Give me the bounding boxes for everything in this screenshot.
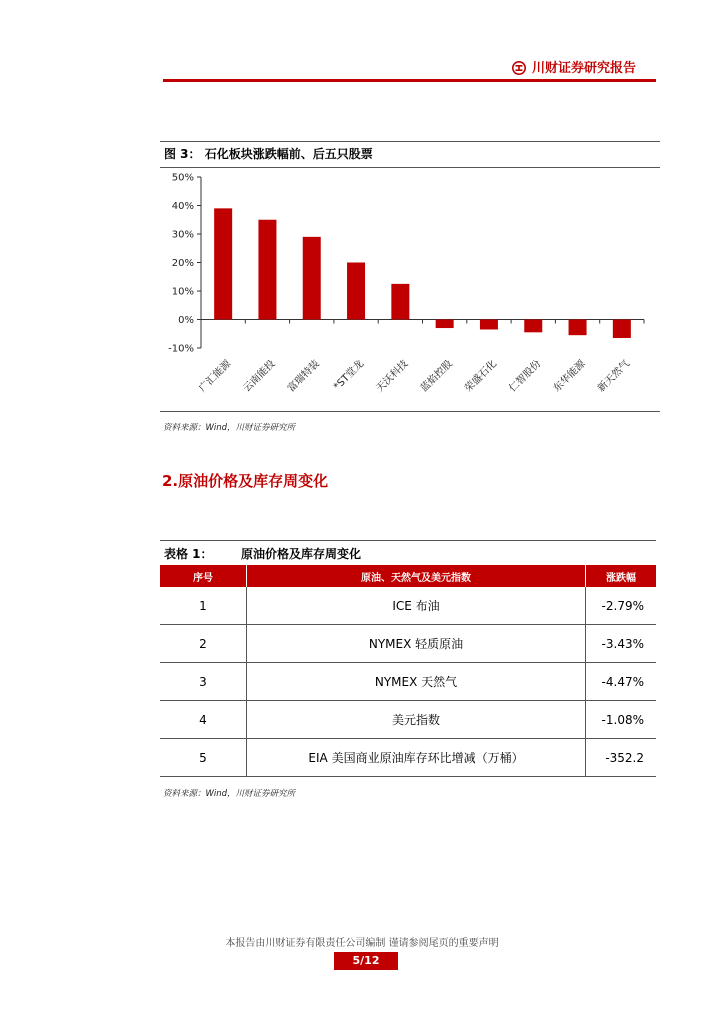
row-index: 5 [160, 739, 247, 777]
table-row [160, 739, 656, 777]
figure-bottom-rule [160, 411, 660, 412]
bar [436, 320, 454, 329]
bar [480, 320, 498, 330]
y-tick-label: -10% [168, 343, 194, 355]
bar [303, 237, 321, 320]
header-rule [163, 79, 656, 82]
row-change: -4.47% [586, 663, 657, 701]
row-change: -1.08% [586, 701, 657, 739]
table-caption-label: 表格 1： [164, 547, 213, 561]
y-tick-label: 40% [171, 201, 194, 212]
x-tick-label: 蓝焰控股 [418, 358, 455, 395]
figure-source: 资料来源：Wind，川财证券研究所 [163, 423, 296, 433]
y-tick-label: 20% [171, 258, 194, 269]
header-item: 原油、天然气及美元指数 [247, 565, 586, 587]
row-change: -2.79% [586, 587, 657, 625]
x-tick-label: 富瑞特装 [285, 358, 322, 395]
table-header-row [160, 565, 656, 587]
row-index: 3 [160, 663, 247, 701]
bar [347, 263, 365, 320]
data-table [160, 565, 656, 777]
x-tick-label: 云南能投 [241, 358, 278, 395]
bar [258, 220, 276, 320]
figure-caption: 图 3： 石化板块涨跌幅前、后五只股票 [164, 147, 373, 161]
table-row [160, 663, 656, 701]
y-tick-label: 10% [171, 286, 194, 298]
x-tick-label: 荣盛石化 [463, 358, 500, 395]
bar [569, 320, 587, 336]
x-tick-label: 天沃科技 [374, 358, 411, 395]
row-item: 美元指数 [247, 701, 586, 739]
footer-disclaimer: 本报告由川财证券有限责任公司编制 谨请参阅尾页的重要声明 [225, 938, 499, 949]
x-tick-label: 东华能源 [551, 358, 588, 395]
row-index: 1 [160, 587, 247, 625]
y-tick-label: 0% [178, 315, 194, 326]
header-brand: 川财证券研究报告 [532, 61, 637, 76]
row-item: NYMEX 轻质原油 [247, 625, 586, 663]
row-index: 4 [160, 701, 247, 739]
table-row [160, 587, 656, 625]
bar [613, 320, 631, 339]
table-row [160, 701, 656, 739]
section-title: 2.原油价格及库存周变化 [162, 472, 329, 490]
row-change: -352.2 [586, 739, 657, 777]
bar-chart [160, 168, 660, 411]
row-item: NYMEX 天然气 [247, 663, 586, 701]
row-index: 2 [160, 625, 247, 663]
y-tick-label: 50% [171, 172, 194, 184]
bar [391, 284, 409, 320]
y-tick-label: 30% [171, 229, 194, 241]
table-caption-title: 原油价格及库存周变化 [241, 547, 362, 561]
row-item: ICE 布油 [247, 587, 586, 625]
x-tick-label: 仁智股份 [507, 358, 544, 395]
header-index: 序号 [160, 565, 247, 587]
table-top-rule [160, 540, 656, 541]
x-tick-label: 广汇能源 [197, 358, 234, 395]
x-tick-label: 新天然气 [595, 358, 632, 395]
row-change: -3.43% [586, 625, 657, 663]
table-source: 资料来源：Wind，川财证券研究所 [163, 789, 296, 799]
bar [214, 208, 232, 319]
row-item: EIA 美国商业原油库存环比增减（万桶） [247, 739, 586, 777]
table-row [160, 625, 656, 663]
x-tick-label: *ST堂龙 [331, 358, 367, 393]
header-change: 涨跌幅 [586, 565, 657, 587]
chuancai-logo-icon [512, 61, 526, 75]
figure-top-rule [160, 141, 660, 142]
page-number: 5/12 [334, 952, 398, 970]
bar [524, 320, 542, 333]
